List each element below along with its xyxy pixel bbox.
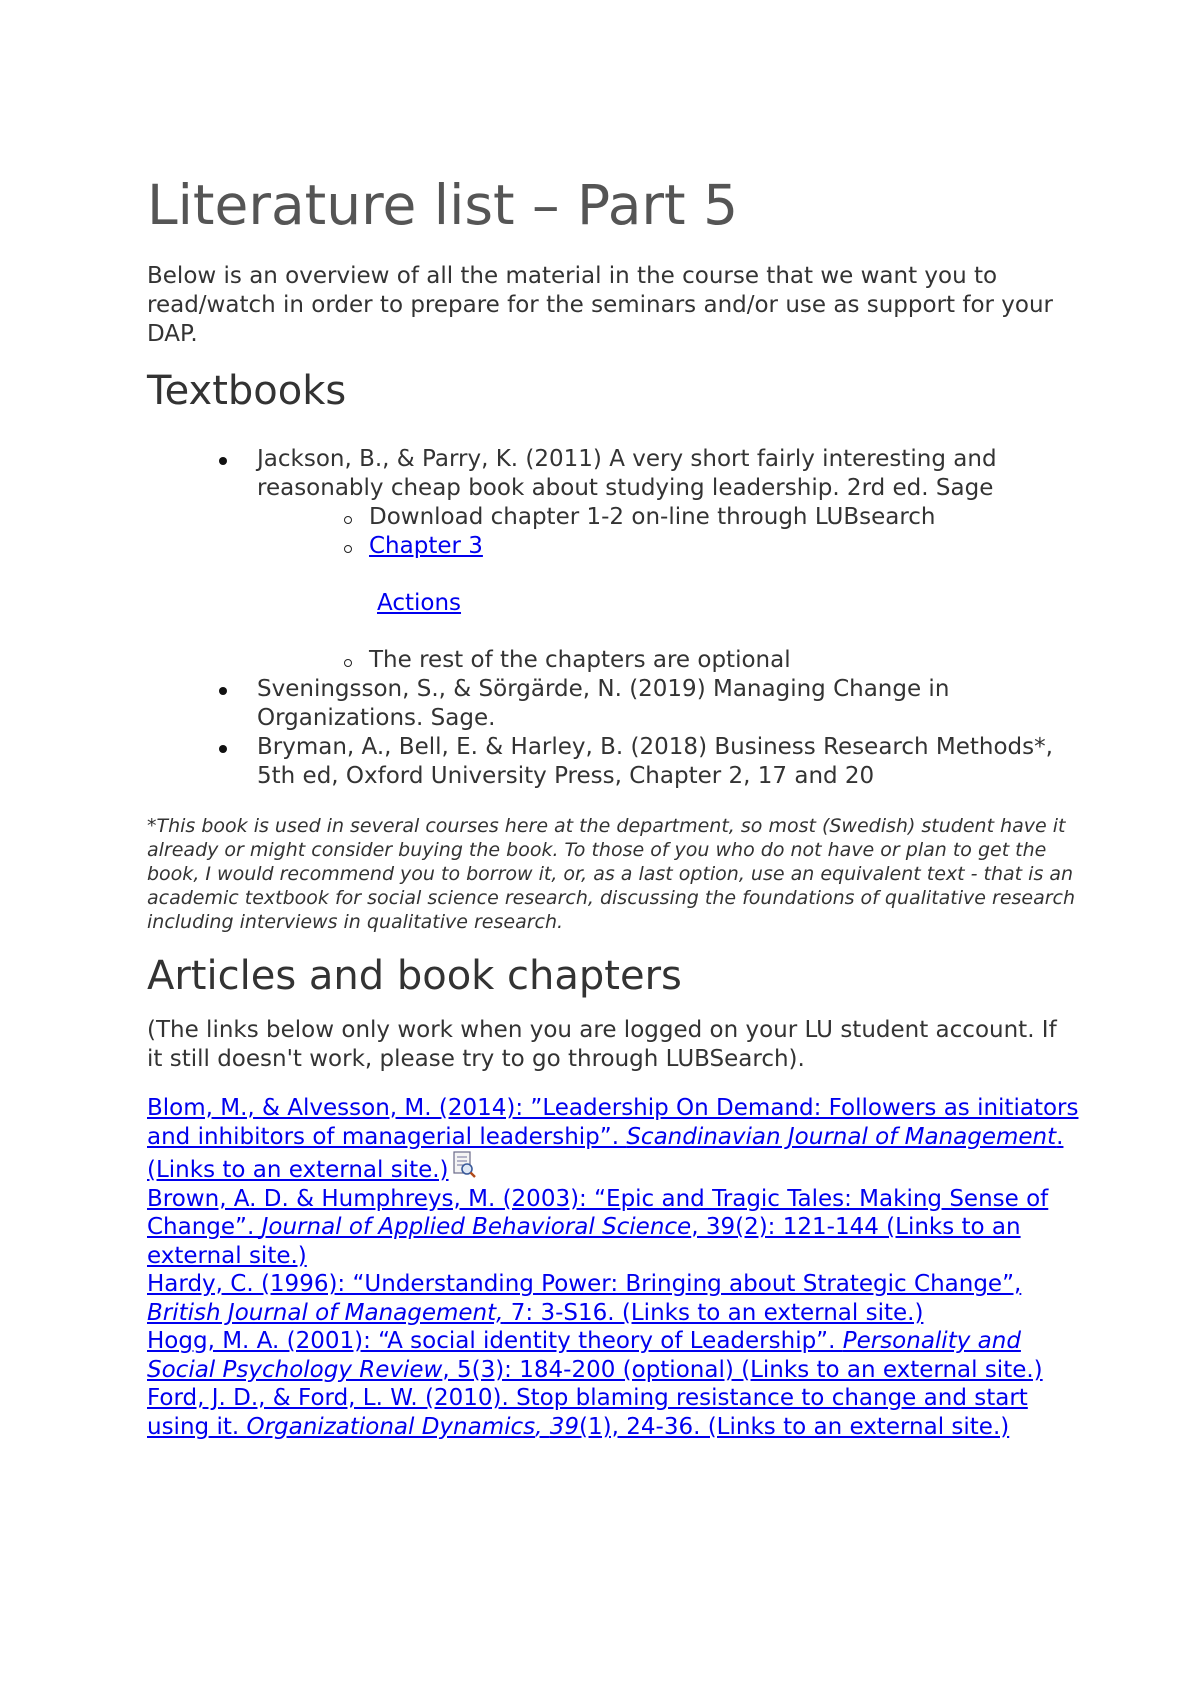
reference-blom <box>147 1094 1087 1185</box>
reference-link[interactable] <box>147 1271 1021 1326</box>
article-list <box>147 1094 1087 1441</box>
textbook-list <box>147 445 1077 791</box>
reference-text: , 39(2): 121-144 (Links to an external site.) <box>147 1214 1021 1269</box>
reference-brown <box>147 1185 1087 1271</box>
download-note: Download chapter 1-2 on-line through LUBsearch <box>369 504 936 530</box>
reference-text: 7: 3-S16. (Links to an external site.) <box>503 1299 924 1326</box>
page-title: Literature list – Part 5 <box>147 173 739 237</box>
jackson-sublist <box>257 503 1077 675</box>
journal-volume: 39 <box>549 1413 580 1440</box>
reference-text: . (Links to an external site.) <box>147 1123 1064 1183</box>
textbooks-heading: Textbooks <box>147 368 347 414</box>
reference-link[interactable]: Ford, J. D., & Ford, L. W. (2010). Stop blaming resistance to change and start using it. Organizational Dynamics, 39(1), 24-36. (Links to an external site.) <box>147 1385 1028 1440</box>
journal-title: Organizational Dynamics <box>246 1413 536 1440</box>
actions-link[interactable]: Actions <box>377 590 462 616</box>
reference-text: , 5(3): 184-200 (optional) (Links to an external site.) <box>442 1356 1043 1383</box>
textbook-footnote: *This book is used in several courses here at the department, so most (Swedish) student have it already or might consider buying the book. To those of you who do not have or plan to get the book, I would recommend you to borrow it, or, as a last option, use an equivalent text - that is an academic textbook for social science research, discussing the foundations of qualitative research including interviews in qualitative research. <box>147 815 1076 933</box>
list-item <box>257 503 1077 532</box>
list-item <box>147 445 1077 675</box>
reference-ford <box>147 1384 1087 1441</box>
list-item <box>257 532 1077 561</box>
list-item <box>147 675 1077 733</box>
journal-title: Personality and Social Psychology Review <box>147 1328 1021 1383</box>
reference-link[interactable] <box>147 1095 1078 1183</box>
journal-title: Journal of Applied Behavioral Science <box>261 1214 692 1240</box>
reference-text: (1), 24-36. (Links to an external site.) <box>579 1413 1010 1440</box>
link-note: (The links below only work when you are logged on your LU student account. If it still doesn't work, please try to go through LUBSearch). <box>147 1017 1057 1072</box>
journal-title: Scandinavian Journal of Management <box>626 1123 1057 1150</box>
chapter-3-link[interactable]: Chapter 3 <box>369 533 483 559</box>
reference-text: Brown, A. D. & Humphreys, M. (2003): “Epic and Tragic Tales: Making Sense of Change”. <box>147 1185 1049 1240</box>
intro-paragraph: Below is an overview of all the material in the course that we want you to read/watch in order to prepare for the seminars and/or use as support for your DAP. <box>147 263 1054 347</box>
reference-link[interactable] <box>147 1328 1043 1383</box>
textbook-jackson: Jackson, B., & Parry, K. (2011) A very short fairly interesting and reasonably cheap book about studying leadership. 2rd ed. Sage <box>257 446 997 501</box>
list-item <box>147 733 1077 791</box>
document-search-icon <box>451 1151 477 1179</box>
textbook-bryman: Bryman, A., Bell, E. & Harley, B. (2018) Business Research Methods*, 5th ed, Oxford University Press, Chapter 2, 17 and 20 <box>257 734 1053 789</box>
articles-heading: Articles and book chapters <box>147 953 682 999</box>
list-item <box>257 561 1077 646</box>
reference-text: Ford, J. D., & Ford, L. W. (2010). Stop blaming resistance to change and start using it. <box>147 1385 1028 1440</box>
list-item <box>257 646 1077 675</box>
reference-link[interactable] <box>147 1186 1048 1269</box>
reference-text: Hogg, M. A. (2001): “A social identity theory of Leadership”. <box>147 1328 843 1354</box>
reference-text: Hardy, C. (1996): “Understanding Power: Bringing about Strategic Change”, <box>147 1271 1022 1297</box>
textbook-sveningsson: Sveningsson, S., & Sörgärde, N. (2019) Managing Change in Organizations. Sage. <box>257 676 950 731</box>
reference-hardy <box>147 1270 1087 1327</box>
reference-hogg <box>147 1327 1087 1384</box>
reference-text: Blom, M., & Alvesson, M. (2014): ”Leadership On Demand: Followers as initiators and inhibitors of managerial leadership”. <box>147 1095 1079 1150</box>
journal-title: British Journal of Management, <box>147 1299 504 1326</box>
optional-note: The rest of the chapters are optional <box>369 647 791 673</box>
